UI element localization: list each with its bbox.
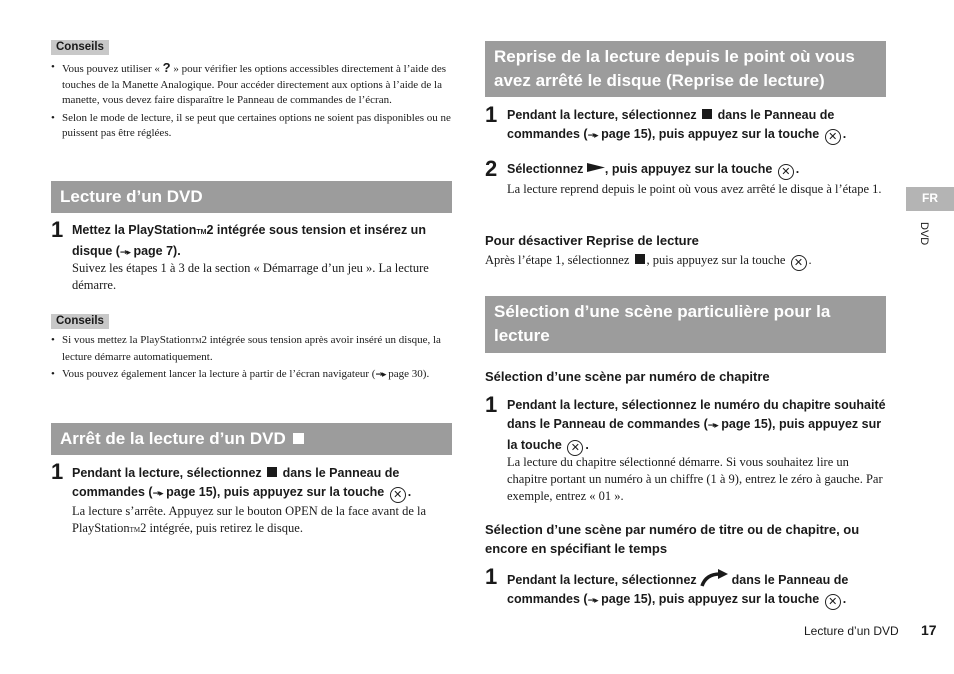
tip-item: • Selon le mode de lecture, il se peut que certaines options ne soient pas disponibles ou ne puissent pas être réglées. <box>51 111 451 142</box>
stop-icon <box>293 433 304 444</box>
stop-icon <box>702 109 712 119</box>
page-number: 17 <box>921 622 937 638</box>
cross-button-icon: ✕ <box>825 129 841 145</box>
subsection-title: Sélection d’une scène par numéro de chapitre <box>485 369 770 384</box>
page-ref-arrow-icon: →▸ <box>587 131 598 141</box>
tip-item: • Vous pouvez utiliser « ? » pour vérifier les options accessibles directement à l’aide des touches de la Manette Analogique. Pour accéder directement aux options à l’aide de la manette, vous devez faire disparaître le Panneau de commandes de l’écran. <box>51 60 451 109</box>
tips-list <box>51 333 451 386</box>
tips-label: Conseils <box>51 40 109 55</box>
cross-button-icon: ✕ <box>791 255 807 271</box>
step-instruction: Sélectionnez , puis appuyez sur la touche ✕ . <box>507 162 800 178</box>
step-instruction: Pendant la lecture, sélectionnez le numéro du chapitre souhaité dans le Panneau de commandes (→▸ page 15), puis appuyez sur la touche ✕ . <box>507 398 886 454</box>
step-result: La lecture s’arrête. Appuyez sur le bouton OPEN de la face avant de la PlayStationTM2 intégrée, puis retirez le disque. <box>72 504 427 535</box>
tips-label: Conseils <box>51 314 109 329</box>
step-number: 1 <box>51 217 64 242</box>
cross-button-icon: ✕ <box>390 487 406 503</box>
search-jump-icon <box>700 569 728 587</box>
step-result: La lecture du chapitre sélectionné démarre. Si vous souhaitez lire un chapitre portant un numéro à un chiffre (1 à 9), entrez le zéro à gauche. Par exemple, entrez « 01 ». <box>507 455 883 503</box>
step-result: Suivez les étapes 1 à 3 de la section « Démarrage d’un jeu ». La lecture démarre. <box>72 261 429 292</box>
page-ref-arrow-icon: →▸ <box>375 370 386 380</box>
stop-icon <box>635 254 645 264</box>
section-header: Reprise de la lecture depuis le point où vous avez arrêté le disque (Reprise de lecture) <box>485 41 886 97</box>
tip-item: • Si vous mettez la PlayStationTM2 intégrée sous tension après avoir inséré un disque, la lecture démarre automatiquement. <box>51 333 451 365</box>
subsection-title: Pour désactiver Reprise de lecture <box>485 233 699 248</box>
step-number: 2 <box>485 156 498 181</box>
section-header: Lecture d’un DVD <box>51 181 452 213</box>
page-ref-arrow-icon: →▸ <box>152 489 163 499</box>
section-header: Sélection d’une scène particulière pour la lecture <box>485 296 886 353</box>
page-ref-arrow-icon: →▸ <box>587 596 598 606</box>
page-ref-arrow-icon: →▸ <box>119 248 130 258</box>
section-header: Arrêt de la lecture d’un DVD <box>51 423 452 455</box>
tips-list <box>51 60 451 144</box>
page-ref-arrow-icon: →▸ <box>707 421 718 431</box>
step-instruction: Mettez la PlayStationTM2 intégrée sous tension et insérez un disque (→▸ page 7). <box>72 223 426 258</box>
step-instruction: Pendant la lecture, sélectionnez dans le Panneau de commandes (→▸ page 15), puis appuyez sur la touche ✕ . <box>507 569 887 611</box>
stop-icon <box>267 467 277 477</box>
footer-label: Lecture d’un DVD <box>804 624 899 638</box>
play-icon <box>587 162 605 173</box>
language-tab: FR <box>906 187 954 211</box>
cross-button-icon: ✕ <box>778 164 794 180</box>
cross-button-icon: ✕ <box>567 440 583 456</box>
step-number: 1 <box>485 564 498 589</box>
section-tab: DVD <box>918 222 930 246</box>
step-result: La lecture reprend depuis le point où vous avez arrêté le disque à l’étape 1. <box>507 182 882 196</box>
step-instruction: Pendant la lecture, sélectionnez dans le Panneau de commandes (→▸ page 15), puis appuyez sur la touche ✕ . <box>72 466 412 501</box>
step-number: 1 <box>51 459 64 484</box>
step-number: 1 <box>485 392 498 417</box>
step-instruction: Pendant la lecture, sélectionnez dans le Panneau de commandes (→▸ page 15), puis appuyez sur la touche ✕ . <box>507 108 847 143</box>
step-number: 1 <box>485 102 498 127</box>
subsection-title: Sélection d’une scène par numéro de titre ou de chapitre, ou encore en spécifiant le temps <box>485 522 860 556</box>
cross-button-icon: ✕ <box>825 594 841 610</box>
tip-item: • Vous pouvez également lancer la lecture à partir de l’écran navigateur (→▸ page 30). <box>51 367 451 384</box>
help-icon: ? <box>162 60 171 75</box>
paragraph: Après l’étape 1, sélectionnez , puis appuyez sur la touche ✕ . <box>485 253 812 269</box>
